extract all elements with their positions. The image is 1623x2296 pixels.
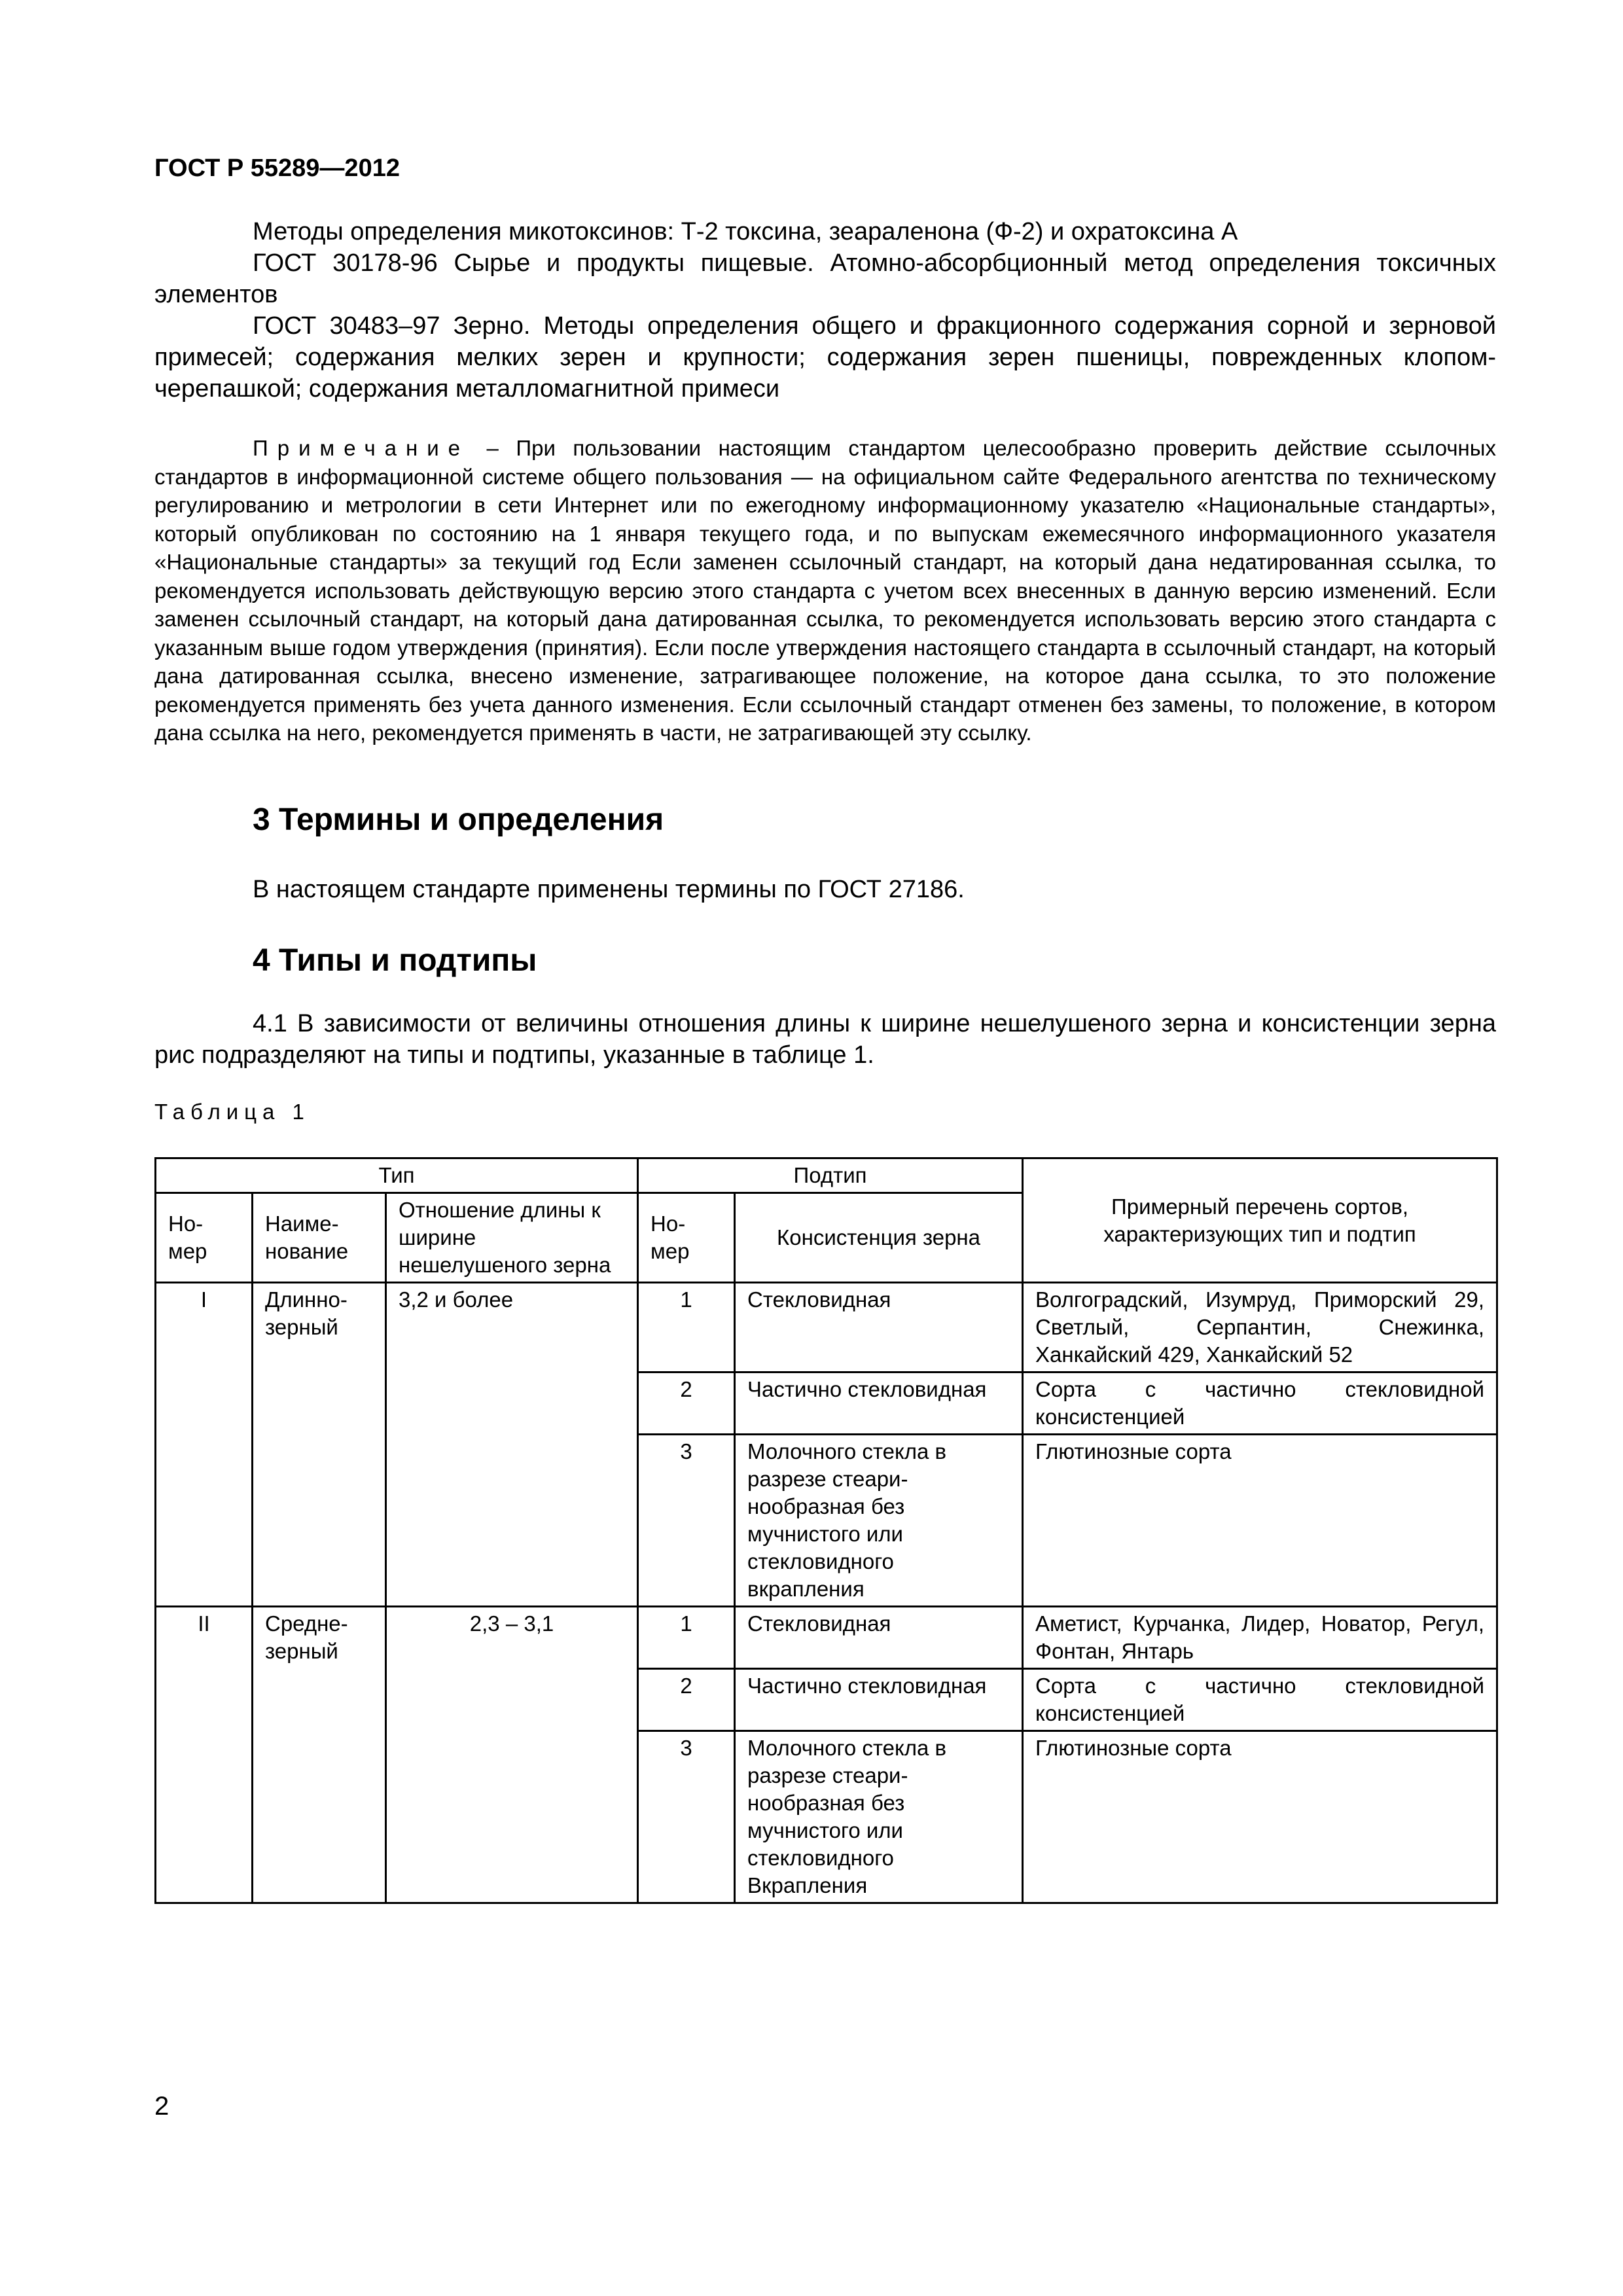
subtype-number-cell: 1 [638,1607,735,1669]
varieties-cell: Глютинозные сорта [1023,1435,1497,1607]
note-text: – При пользовании настоящим стандартом целесообразно проверить действие ссылочных стандартов в информационной системе общего пользования — на официальном сайте Федерального агентства по техническому регулированию и метрологии в сети Интернет или по ежегодному информационному указателю «Национальные стандарты», который опубликован по состоянию на 1 января текущего года, и по выпускам ежемесячного информационного указателя «Национальные стандарты» за текущий год Если заменен ссылочный стандарт, на который дана недатированная ссылка, то рекомендуется использовать действующую версию этого стандарта с учетом всех внесенных в данную версию изменений. Если заменен ссылочный стандарт, на который дана датированная ссылка, то рекомендуется использовать версию этого стандарта с указанным выше годом утверждения (принятия). Если после утверждения настоящего стандарта в ссылочный стандарт, на который дана датированная ссылка, внесено изменение, затрагивающее положение, на которое дана ссылка, то это положение рекомендуется применять без учета данного изменения. Если ссылочный стандарт отменен без замены, то положение, в котором дана ссылка на него, рекомендуется применять в части, не затрагивающей эту ссылку. [154,436,1496,745]
table-caption: Таблица 1 [154,1100,310,1124]
varieties-cell: Сорта с частично стекловидной консистенцией [1023,1372,1497,1435]
subtype-number-cell: 1 [638,1283,735,1372]
consistency-cell: Частично стекловидная [735,1669,1023,1731]
consistency-cell: Молочного стекла в разрезе стеари-нообразная без мучнистого или стекловидного Вкрапления [735,1731,1023,1903]
section-4-heading: 4 Типы и подтипы [253,943,537,978]
note-label: Примечание [253,436,470,460]
consistency-cell: Стекловидная [735,1607,1023,1669]
header-type: Тип [156,1158,638,1193]
subtype-number-cell: 3 [638,1731,735,1903]
types-table-body [156,1158,1497,1903]
varieties-cell: Аметист, Курчанка, Лидер, Новатор, Регул, Фонтан, Янтарь [1023,1607,1497,1669]
type-number-cell: I [156,1283,253,1607]
subtype-number-cell: 2 [638,1372,735,1435]
header-ratio: Отношение длины к ширине нешелушеного зерна [386,1193,638,1283]
varieties-cell: Волгоградский, Изумруд, Приморский 29, Светлый, Серпантин, Снежинка, Ханкайский 429, Ханкайский 52 [1023,1283,1497,1372]
ratio-cell: 3,2 и более [386,1283,638,1607]
table-header-row [156,1158,1497,1193]
note-paragraph [154,434,1496,747]
header-subtype: Подтип [638,1158,1023,1193]
type-name-cell: Средне- зерный [253,1607,386,1903]
reference-item: ГОСТ 30178-96 Сырье и продукты пищевые. Атомно-абсорбционный метод определения токсичных элементов [154,249,1496,308]
header-subtype-number: Но- мер [638,1193,735,1283]
header-varieties: Примерный перечень сортов, характеризующих тип и подтип [1023,1158,1497,1283]
varieties-cell: Сорта с частично стекловидной консистенцией [1023,1669,1497,1731]
page-number: 2 [154,2092,169,2121]
section-3-text: В настоящем стандарте применены термины по ГОСТ 27186. [253,876,965,903]
type-name-cell: Длинно- зерный [253,1283,386,1607]
header-number: Но- мер [156,1193,253,1283]
ratio-cell: 2,3 – 3,1 [386,1607,638,1903]
table-row [156,1607,1497,1669]
type-number-cell: II [156,1607,253,1903]
subtype-number-cell: 2 [638,1669,735,1731]
document-header: ГОСТ Р 55289—2012 [154,154,400,182]
varieties-cell: Глютинозные сорта [1023,1731,1497,1903]
normative-references [154,216,1496,404]
table-row [156,1283,1497,1372]
reference-item: ГОСТ 30483–97 Зерно. Методы определения общего и фракционного содержания сорной и зерновой примесей; содержания мелких зерен и крупности; содержания зерен пшеницы, поврежденных клопом-черепашкой; содержания металломагнитной примеси [154,312,1496,403]
section-4-text: 4.1 В зависимости от величины отношения длины к ширине нешелушеного зерна и консистенции зерна рис подразделяют на типы и подтипы, указанные в таблице 1. [154,1010,1496,1069]
consistency-cell: Стекловидная [735,1283,1023,1372]
header-consistency: Консистенция зерна [735,1193,1023,1283]
types-table [154,1157,1498,1904]
consistency-cell: Молочного стекла в разрезе стеари-нообразная без мучнистого или стекловидного вкрапления [735,1435,1023,1607]
consistency-cell: Частично стекловидная [735,1372,1023,1435]
header-name: Наиме- нование [253,1193,386,1283]
subtype-number-cell: 3 [638,1435,735,1607]
reference-item: Методы определения микотоксинов: Т-2 токсина, зеараленона (Ф-2) и охратоксина А [253,218,1238,245]
section-3-heading: 3 Термины и определения [253,802,664,837]
